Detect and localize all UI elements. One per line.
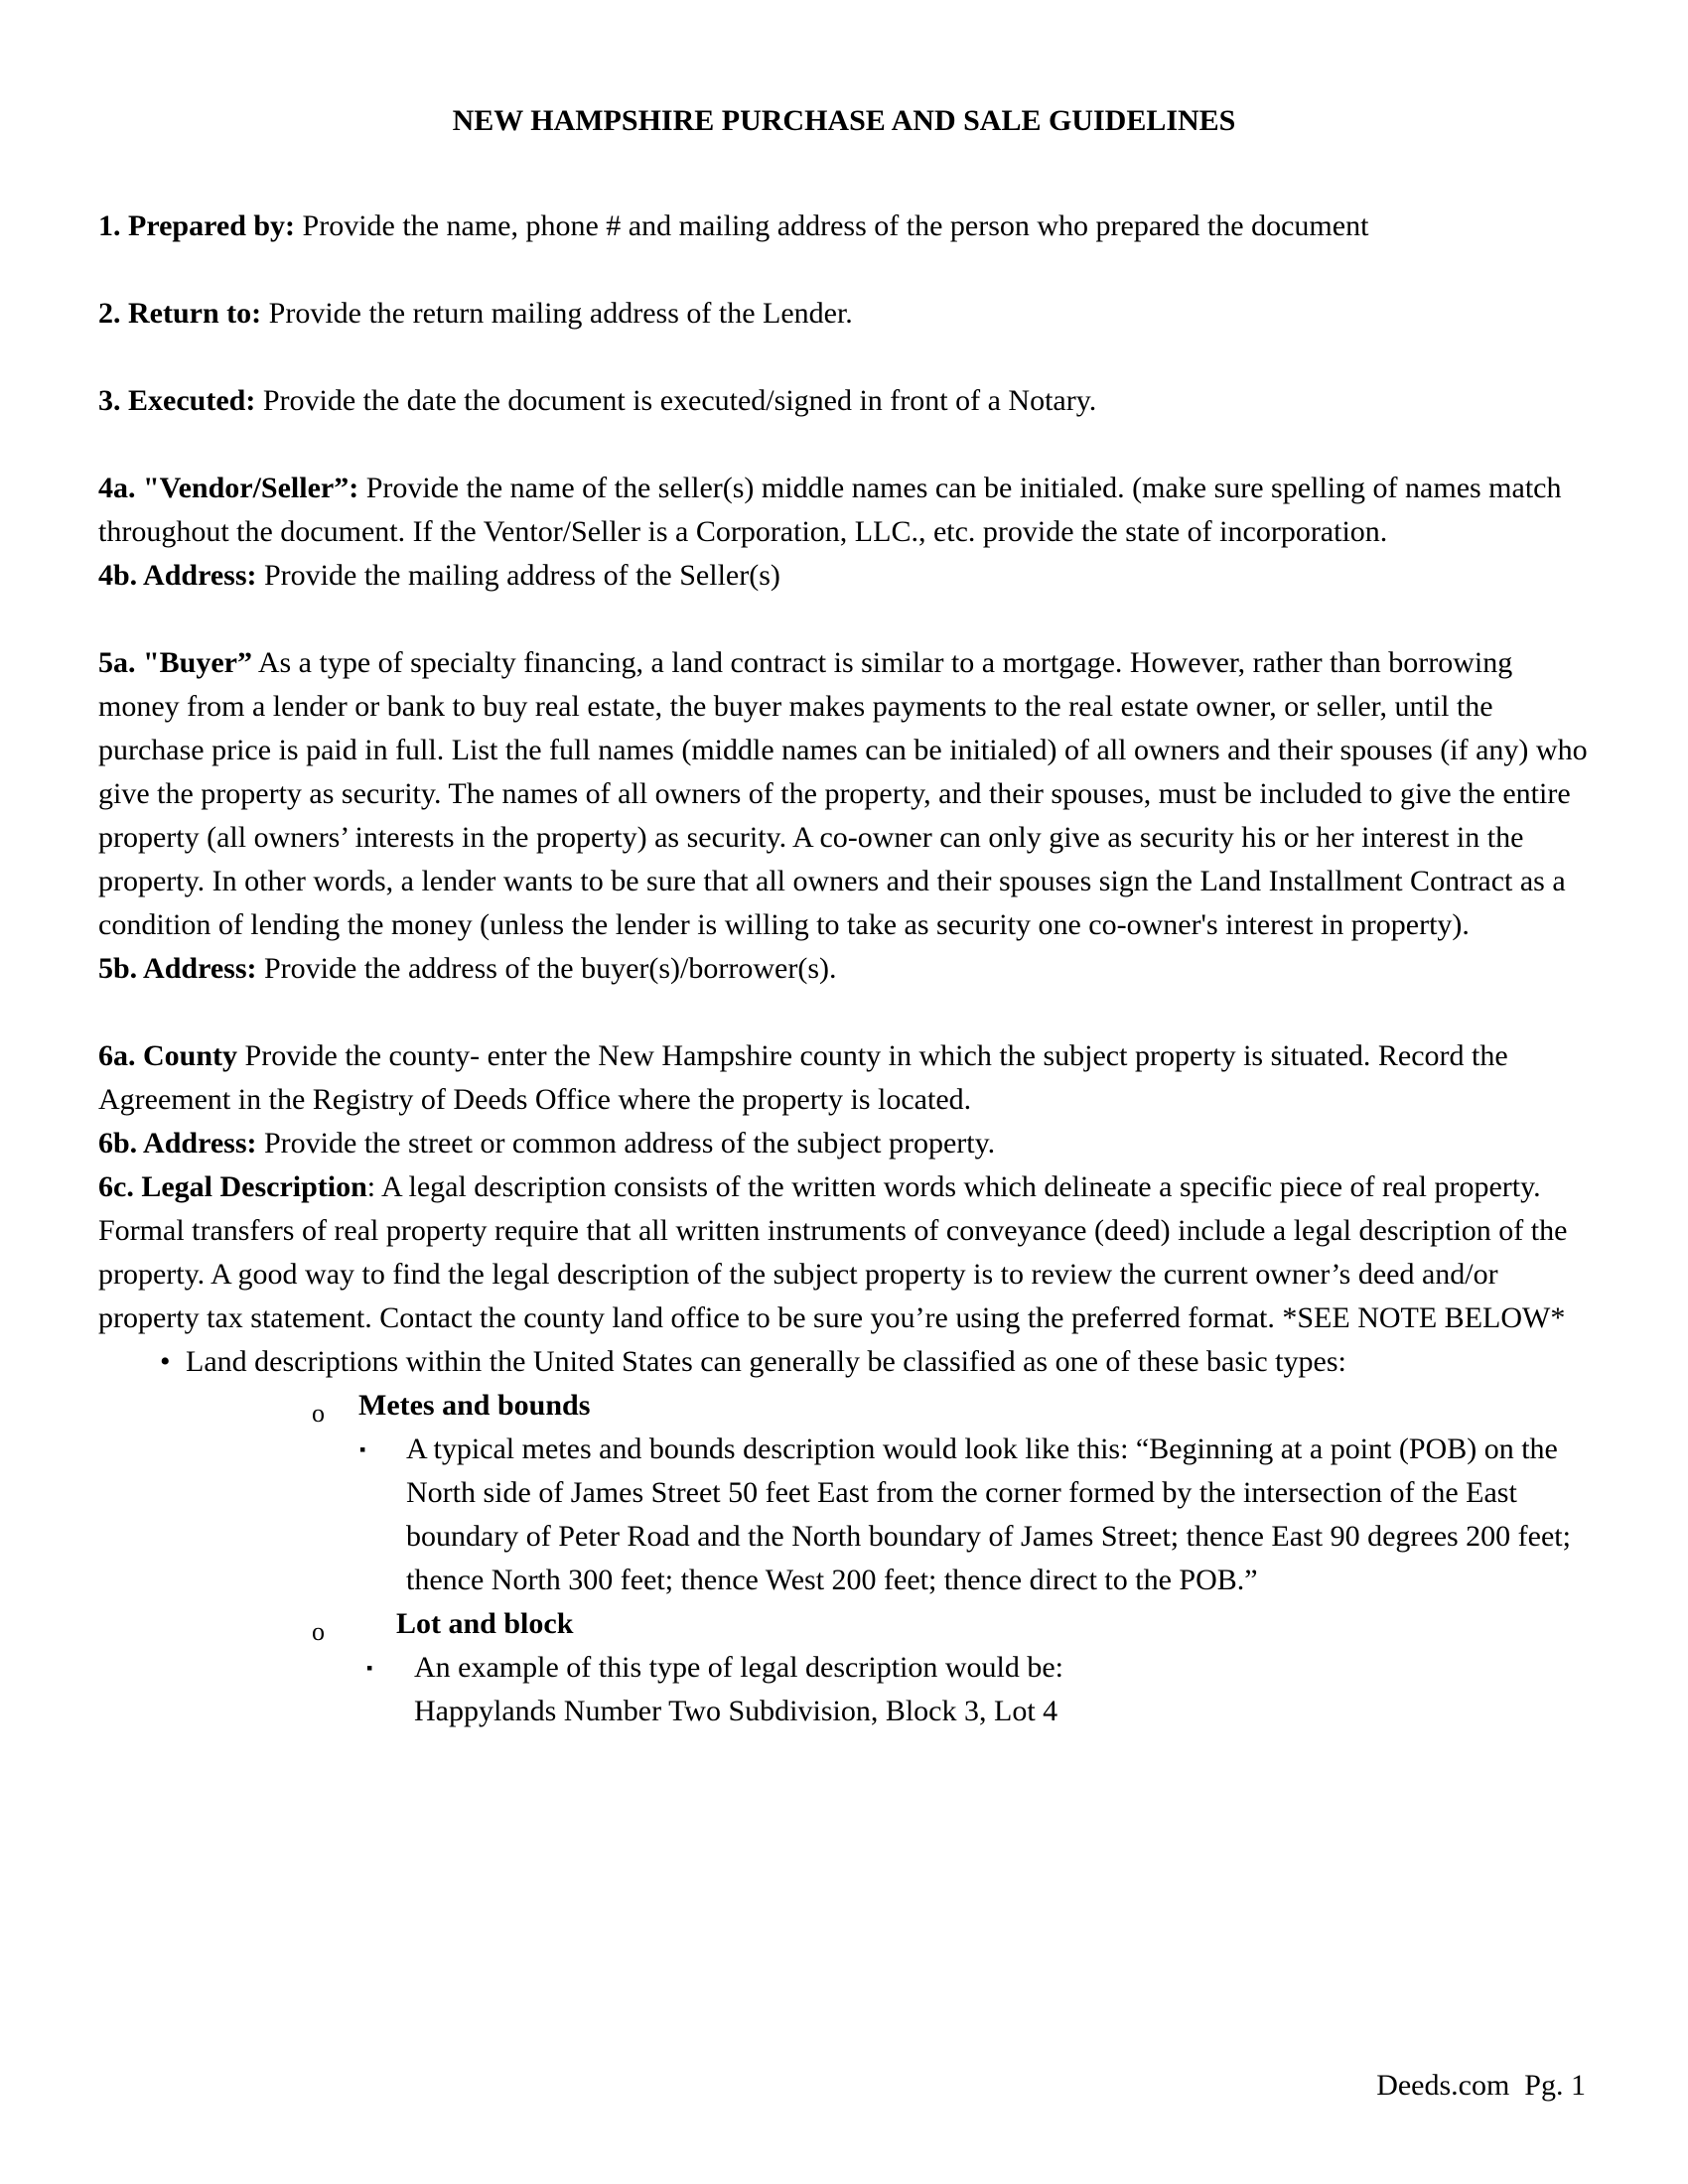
square-bullet-icon: ▪ bbox=[366, 1658, 373, 1678]
list-item bbox=[98, 1428, 1598, 1602]
item-label: 3. Executed: bbox=[98, 384, 256, 417]
list-item-metes-and-bounds bbox=[98, 1384, 1598, 1428]
item-text: Provide the name of the seller(s) middle names can be initialed. (make sure spelling of names match throughout the document. If the Ventor/Seller is a Corporation, LLC., etc. provide the state of incorporation. bbox=[98, 472, 1562, 548]
item-executed bbox=[98, 379, 1598, 423]
subtype-example: An example of this type of legal description would be: bbox=[414, 1651, 1064, 1684]
item-return-to bbox=[98, 292, 1598, 336]
item-text: Provide the county- enter the New Hampshire county in which the subject property is situated. Record the Agreement in the Registry of Deeds Office where the property is located. bbox=[98, 1039, 1508, 1116]
list-item-lot-and-block bbox=[98, 1602, 1598, 1646]
item-property-address bbox=[98, 1122, 1598, 1165]
list-item bbox=[98, 1340, 1598, 1384]
item-text: Provide the name, phone # and mailing address of the person who prepared the document bbox=[295, 209, 1369, 242]
item-seller-address bbox=[98, 554, 1598, 598]
subtype-example: A typical metes and bounds description would look like this: “Beginning at a point (POB) on the North side of James Street 50 feet East from the corner formed by the intersection of the East boundary of Peter Road and the North boundary of James Street; thence East 90 degrees 200 feet; thence North 300 feet; thence West 200 feet; thence direct to the POB.” bbox=[406, 1433, 1571, 1596]
document-body bbox=[98, 205, 1598, 1733]
page-footer: Deeds.com Pg. 1 bbox=[1376, 2069, 1586, 2102]
item-label: 6c. Legal Description bbox=[98, 1170, 367, 1203]
list-item bbox=[98, 1646, 1598, 1733]
item-label: 2. Return to: bbox=[98, 297, 262, 330]
subtype-title: Metes and bounds bbox=[358, 1389, 591, 1422]
item-legal-description bbox=[98, 1165, 1598, 1340]
item-label: 5a. "Buyer” bbox=[98, 646, 252, 679]
circle-bullet-icon: o bbox=[312, 1399, 325, 1428]
subtype-example-line-2: Happylands Number Two Subdivision, Block 3, Lot 4 bbox=[414, 1695, 1058, 1727]
item-prepared-by bbox=[98, 205, 1598, 248]
item-vendor-seller bbox=[98, 467, 1598, 554]
subtype-title: Lot and block bbox=[396, 1607, 574, 1640]
circle-bullet-icon: o bbox=[312, 1617, 325, 1646]
item-text: Provide the mailing address of the Seller(s) bbox=[256, 559, 780, 592]
item-text: : A legal description consists of the written words which delineate a specific piece of real property. Formal transfers of real property require that all written instruments of conveyance (deed) include a legal description of the property. A good way to find the legal description of the subject property is to review the current owner’s deed and/or property tax statement. Contact the county land office to be sure you’re using the preferred format. *SEE NOTE BELOW* bbox=[98, 1170, 1568, 1334]
item-text: Provide the address of the buyer(s)/borrower(s). bbox=[256, 952, 837, 985]
item-buyer-address bbox=[98, 947, 1598, 991]
item-label: 6a. County bbox=[98, 1039, 238, 1072]
item-label: 4a. "Vendor/Seller”: bbox=[98, 472, 359, 504]
item-label: 6b. Address: bbox=[98, 1127, 257, 1160]
item-text: Provide the street or common address of the subject property. bbox=[256, 1127, 996, 1160]
item-buyer bbox=[98, 641, 1598, 947]
bullet-text: Land descriptions within the United States can generally be classified as one of these basic types: bbox=[186, 1345, 1346, 1378]
square-bullet-icon: ▪ bbox=[359, 1439, 366, 1459]
item-text: As a type of specialty financing, a land contract is similar to a mortgage. However, rather than borrowing money from a lender or bank to buy real estate, the buyer makes payments to the real estate owner, or seller, until the purchase price is paid in full. List the full names (middle names can be initialed) of all owners and their spouses (if any) who give the property as security. The names of all owners of the property, and their spouses, must be included to give the entire property (all owners’ interests in the property) as security. A co-owner can only give as security his or her interest in the property. In other words, a lender wants to be sure that all owners and their spouses sign the Land Installment Contract as a condition of lending the money (unless the lender is willing to take as security one co-owner's interest in property). bbox=[98, 646, 1588, 941]
item-label: 4b. Address: bbox=[98, 559, 257, 592]
item-text: Provide the return mailing address of the Lender. bbox=[261, 297, 853, 330]
document-title: NEW HAMPSHIRE PURCHASE AND SALE GUIDELINES bbox=[452, 104, 1236, 137]
item-label: 1. Prepared by: bbox=[98, 209, 296, 242]
item-text: Provide the date the document is executed/signed in front of a Notary. bbox=[255, 384, 1097, 417]
item-county bbox=[98, 1034, 1598, 1122]
bullet-icon: • bbox=[160, 1345, 171, 1378]
item-label: 5b. Address: bbox=[98, 952, 257, 985]
